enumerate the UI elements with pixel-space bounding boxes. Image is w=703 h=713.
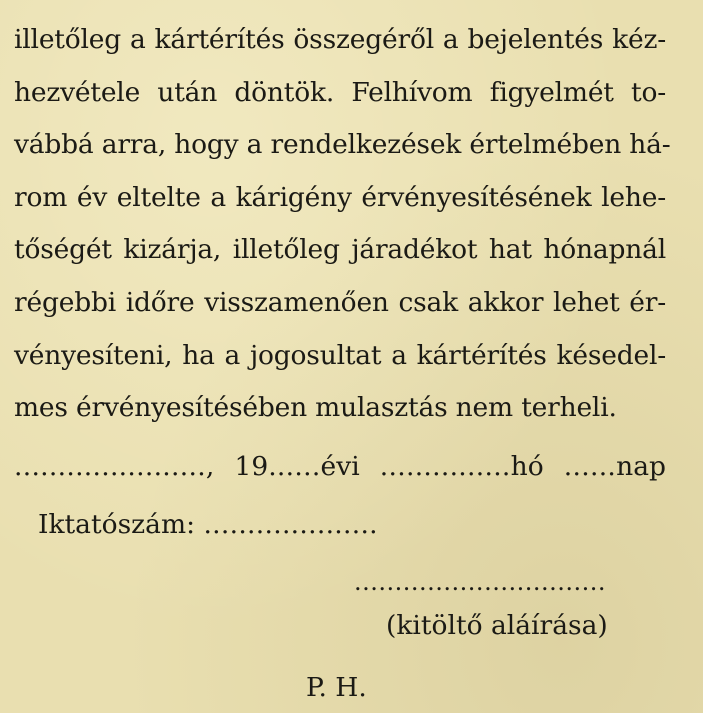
year-blank: ...... [268, 451, 321, 482]
year-suffix: évi [320, 451, 360, 482]
registry-number-blank: .................... [203, 509, 378, 540]
paragraph-line-3: vábbá arra, hogy a rendelkezések értelmében há- [14, 129, 671, 161]
date-comma: , [205, 451, 215, 482]
stamp-placeholder: P. H. [306, 672, 367, 703]
month-blank: ............... [379, 451, 511, 482]
month-label: hó [510, 451, 544, 482]
date-line [14, 447, 666, 487]
place-blank: ...................... [14, 451, 206, 482]
paragraph-line-2: hezvétele után döntök. Felhívom figyelmét to- [14, 76, 666, 108]
day-label: nap [616, 451, 666, 482]
year-prefix: 19 [234, 451, 269, 482]
paragraph-line-1: illetőleg a kártérítés összegéről a bejelentés kéz- [14, 24, 666, 55]
paragraph-line-5: tőségét kizárja, illetőleg járadékot hat hónapnál [14, 234, 666, 266]
registry-number-line [38, 505, 378, 545]
paragraph-line-7: vényesíteni, ha a jogosultat a kártérítés késedel- [14, 339, 666, 371]
day-blank: ...... [563, 451, 617, 482]
registry-number-label: Iktatószám: [38, 509, 195, 540]
paragraph-line-4: rom év eltelte a kárigény érvényesítésének lehe- [14, 181, 666, 213]
body-paragraph [14, 14, 671, 435]
paragraph-line-6: régebbi időre visszamenően csak akkor lehet ér- [14, 286, 666, 318]
signature-line: ............................... [354, 568, 606, 596]
paragraph-line-8: mes érvényesítésében mulasztás nem terheli. [14, 392, 617, 424]
signature-label: (kitöltő aláírása) [386, 610, 608, 641]
